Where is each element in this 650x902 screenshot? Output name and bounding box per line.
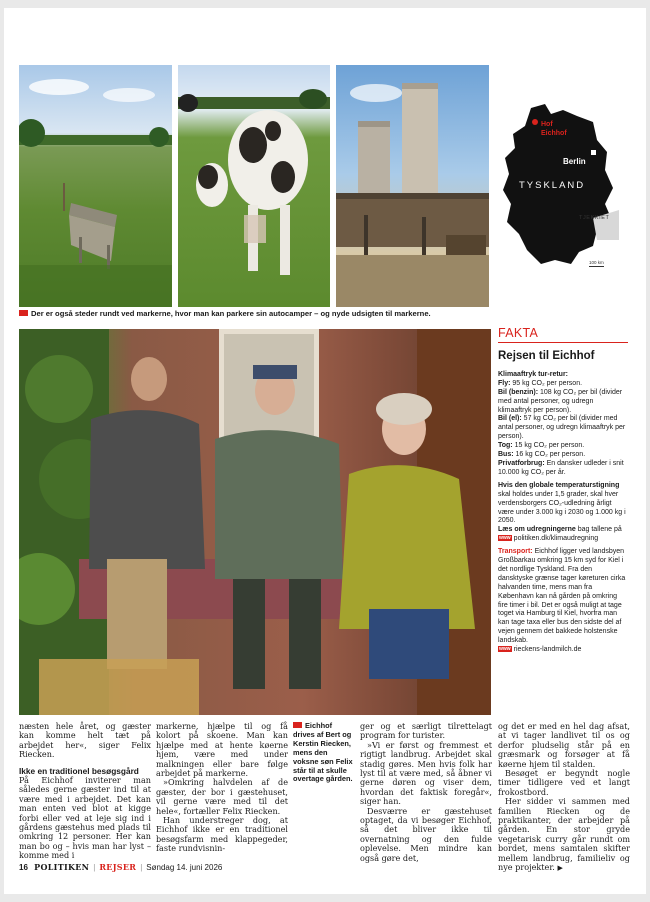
fakta-box <box>498 326 628 659</box>
fakta-read-text: bag tallene på <box>575 526 622 534</box>
fakta-bil-el-text: 57 kg CO₂ per bil (divider med antal personer, og udregn klimaaftryk per person). <box>498 415 626 441</box>
article-subheading: Ikke en traditionel besøgsgård <box>19 765 139 776</box>
article-column-4 <box>360 722 492 863</box>
newspaper-page <box>4 8 646 894</box>
page-footer <box>19 862 222 872</box>
photo-caption-text: Der er også steder rundt ved markerne, hvor man kan parkere sin autocamper – og nyde udsigten til markerne. <box>31 309 431 318</box>
section-name: REJSER <box>99 862 137 872</box>
www-icon: www <box>499 535 511 542</box>
map-scale <box>589 260 604 267</box>
article-paragraph: »Omkring halvdelen af de gæster, der bor i gæstehuset, vil gerne være med til det hele«, fortæller Felix Riecken. <box>156 777 288 816</box>
map-germany <box>501 100 619 272</box>
fakta-transport-label: Transport: <box>498 548 533 556</box>
fakta-privat-text: En dansker udleder i snit 10.000 kg CO₂ per år. <box>498 459 624 476</box>
fakta-link-klimaudregning[interactable]: politiken.dk/klimaudregning <box>513 535 599 543</box>
map-scale-label: 100 km <box>589 260 604 265</box>
continue-arrow-icon: ▶ <box>557 864 563 873</box>
fakta-global-text: skal holdes under 1,5 grader, skal hver verdensborgers CO₂-udledning årligt være under 3.000 kg i 2030 og 1.000 kg i 2050. <box>498 490 626 525</box>
article-column-1 <box>19 722 151 861</box>
fakta-transport-text: Eichhof ligger ved landsbyen Großbarkau omkring 15 km syd for Kiel i det nordlige Tyskland. Fra den dansktyske grænse tager køreturen cirka halvanden time, mens man fra København kan nå gården på omkring fire timer i bil. Det er også muligt at tage toget via Hamburg til Kiel, hvorfra man kan tage taxa eller bus den sidste del af vejen gennem det bakkede holstenske landskab. <box>498 548 626 645</box>
meadow-illustration <box>19 65 172 307</box>
article-paragraph: ger og et særligt tilrettelagt program for turister. <box>360 721 492 741</box>
photo-meadow-bench <box>19 65 172 307</box>
fakta-global-heading: Hvis den globale temperaturstigning <box>498 481 620 489</box>
fakta-link-rieckens[interactable]: rieckens-landmilch.de <box>513 646 582 654</box>
fakta-climate <box>498 371 628 478</box>
map-label-tjekkiet: TJEKKIET <box>579 215 610 221</box>
caption-marker-icon <box>293 722 302 728</box>
photo-family <box>19 329 491 715</box>
article-paragraph: På Eichhof inviterer man således gerne gæster ind til at være med i arbejdet. Det kan man enten ved blot at kigge forbi eller ved at leje sig ind i gårdens gæstehus med plads til omkring 12 personer. Her kan man bo og – hvis man har lyst – komme med i <box>19 775 151 861</box>
family-illustration <box>19 329 491 715</box>
fakta-bus-text: 16 kg CO₂ per person. <box>513 451 586 459</box>
footer-separator: | <box>140 863 143 872</box>
fakta-transport <box>498 548 628 655</box>
www-icon: www <box>499 646 511 653</box>
fakta-bil-el-label: Bil (el): <box>498 415 522 423</box>
fakta-global <box>498 482 628 544</box>
article-paragraph: næsten hele året, og gæster kan komme helt tæt på arbejdet her«, siger Felix Riecken. <box>19 721 151 760</box>
article-paragraph-text: Her sidder vi sammen med familien Riecken og de praktikanter, der arbejder på gården. En stor gryde vegetarisk curry går rundt om bordet, mens samtalen skifter mellem landbrug, familieliv og nye projekter. <box>498 796 630 873</box>
fakta-bus-label: Bus: <box>498 451 514 459</box>
cow-illustration <box>178 65 330 307</box>
photo-caption-family-text: Eichhof drives af Bert og Kerstin Riecken, mens den voksne søn Felix står til at skulle overtage gården. <box>293 721 353 784</box>
photo-caption-family <box>293 722 353 784</box>
fakta-climate-heading: Klimaaftryk tur-retur: <box>498 370 569 378</box>
article-paragraph: Han understreger dog, at Eichhof ikke er en traditionel besøgsfarm med klappegeder, faste rundvisnin- <box>156 815 288 854</box>
article-paragraph: Desværre er gæstehuset optaget, da vi besøger Eichhof, så det bliver ikke til overnatning og den fulde oplevelse. Men mindre kan også gøre det, <box>360 805 492 863</box>
page-number: 16 <box>19 863 28 872</box>
article-paragraph <box>498 797 630 873</box>
fakta-label: FAKTA <box>498 329 628 343</box>
fakta-privat-label: Privatforbrug: <box>498 459 545 467</box>
caption-marker-icon <box>19 310 28 316</box>
fakta-bil-benzin-label: Bil (benzin): <box>498 388 539 396</box>
photo-cow <box>178 65 330 307</box>
fakta-tog-label: Tog: <box>498 442 513 450</box>
map-label-berlin: Berlin <box>563 157 586 166</box>
photo-silos <box>336 65 489 307</box>
map-label-tyskland: TYSKLAND <box>519 180 586 191</box>
article-column-5 <box>498 722 630 874</box>
article-paragraph: markerne, hjælpe til og få kolort på skoene. Man kan hjælpe med at hente køerne hjem, være med under malkningen eller bare følge arbejdet på markerne. <box>156 721 288 779</box>
fakta-bil-benzin-text: 108 kg CO₂ per bil (divider med antal personer, og udregn klimaaftryk per person). <box>498 388 623 414</box>
article-column-2 <box>156 722 288 854</box>
article-paragraph: Besøget er begyndt nogle timer tidligere ved et langt frokostbord. <box>498 768 630 797</box>
article-paragraph: »Vi er først og fremmest et rigtigt landbrug. Arbejdet skal stadig gøres. Men hvis folk har lyst til at være med, så åbner vi gerne døren og viser dem, hvordan det faktisk foregår«, siger han. <box>360 739 492 807</box>
fakta-fly-text: 95 kg CO₂ per person. <box>510 379 583 387</box>
footer-separator: | <box>93 863 96 872</box>
fakta-read-label: Læs om udregningerne <box>498 526 576 534</box>
fakta-fly-label: Fly: <box>498 379 511 387</box>
issue-date: Søndag 14. juni 2026 <box>146 863 223 872</box>
fakta-title: Rejsen til Eichhof <box>498 349 595 362</box>
paper-name: POLITIKEN <box>34 862 90 872</box>
silos-illustration <box>336 65 489 307</box>
map-label-hof: Hof <box>541 121 553 128</box>
article-paragraph: og det er med en hel dag afsat, at vi tager landlivet til os og derfor pludselig står på en græsmark og forsøger at få køerne hjem til stalden. <box>498 721 630 769</box>
map-label-eichhof: Eichhof <box>541 130 567 137</box>
fakta-tog-text: 15 kg CO₂ per person. <box>512 442 585 450</box>
photo-caption <box>19 309 489 318</box>
